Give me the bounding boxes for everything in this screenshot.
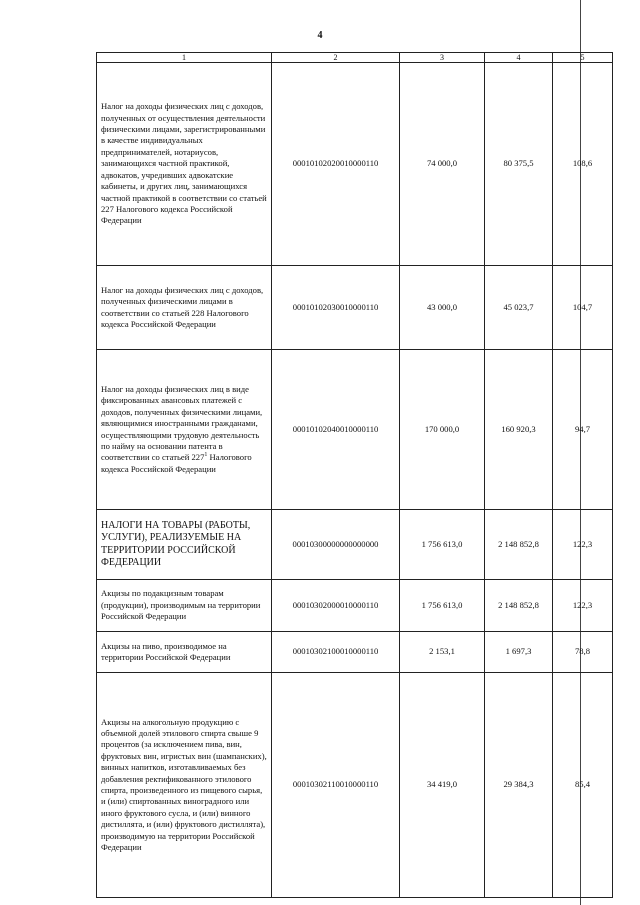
row-percent: 108,6 xyxy=(553,63,613,266)
row-name: Акцизы на алкогольную продукцию с объемной долей этилового спирта свыше 9 процентов (за исключением пива, вин, фруктовых вин, игристых вин (шампанских), винных напитков, изготавливаемых без добавления ректификованного этилового спирта, произведенного из пищевого сырья, и (или) спиртованных виноградного или иного фруктового сусла, и (или) винного дистиллята, и (или) фруктового дистиллята), производимую на территории Российской Федерации xyxy=(97,673,272,898)
row-code: 00010102040010000110 xyxy=(272,350,400,510)
column-header: 1 xyxy=(97,53,272,63)
row-name-main: Налог на доходы физических лиц в виде фиксированных авансовых платежей с доходов, полученных физическими лицами, являющимися иностранными гражданами, осуществляющими трудовую деятельность по найму на основании патента в соответствии со статьей 227 xyxy=(101,383,263,463)
row-plan: 2 153,1 xyxy=(400,632,485,673)
column-header: 5 xyxy=(553,53,613,63)
row-percent: 104,7 xyxy=(553,266,613,350)
row-percent: 85,4 xyxy=(553,673,613,898)
row-code: 00010300000000000000 xyxy=(272,510,400,580)
row-plan: 170 000,0 xyxy=(400,350,485,510)
row-actual: 29 384,3 xyxy=(485,673,553,898)
row-code: 00010302000010000110 xyxy=(272,580,400,632)
row-code: 00010102030010000110 xyxy=(272,266,400,350)
row-name xyxy=(97,350,272,510)
row-actual: 2 148 852,8 xyxy=(485,580,553,632)
page-number: 4 xyxy=(317,30,323,41)
row-percent: 94,7 xyxy=(553,350,613,510)
column-header: 2 xyxy=(272,53,400,63)
table-row xyxy=(97,350,613,510)
row-percent: 122,3 xyxy=(553,580,613,632)
column-header: 4 xyxy=(485,53,553,63)
row-plan: 1 756 613,0 xyxy=(400,580,485,632)
row-percent: 122,3 xyxy=(553,510,613,580)
table-row xyxy=(97,266,613,350)
revenue-table xyxy=(96,52,613,898)
row-plan: 43 000,0 xyxy=(400,266,485,350)
row-actual: 160 920,3 xyxy=(485,350,553,510)
row-name-tail: Налогового кодекса Российской Федерации xyxy=(101,452,252,474)
table-row xyxy=(97,510,613,580)
row-percent: 78,8 xyxy=(553,632,613,673)
row-actual: 2 148 852,8 xyxy=(485,510,553,580)
row-name: Налог на доходы физических лиц с доходов, полученных от осуществления деятельности физическими лицами, зарегистрированными в качестве индивидуальных предпринимателей, нотариусов, занимающихся частной практикой, адвокатов, учредивших адвокатские кабинеты, и других лиц, занимающихся частной практикой в соответствии со статьей 227 Налогового кодекса Российской Федерации xyxy=(97,63,272,266)
row-plan: 74 000,0 xyxy=(400,63,485,266)
row-code: 00010302100010000110 xyxy=(272,632,400,673)
row-name: Акцизы на пиво, производимое на территории Российской Федерации xyxy=(97,632,272,673)
row-actual: 1 697,3 xyxy=(485,632,553,673)
row-actual: 80 375,5 xyxy=(485,63,553,266)
row-plan: 34 419,0 xyxy=(400,673,485,898)
row-name: Акцизы по подакцизным товарам (продукции), производимым на территории Российской Федерации xyxy=(97,580,272,632)
row-name-superscript: 1 xyxy=(204,452,208,459)
table-row xyxy=(97,63,613,266)
row-name: Налог на доходы физических лиц с доходов, полученных физическими лицами в соответствии со статьей 228 Налогового кодекса Российской Федерации xyxy=(97,266,272,350)
column-number-row xyxy=(97,53,613,63)
row-actual: 45 023,7 xyxy=(485,266,553,350)
row-code: 00010102020010000110 xyxy=(272,63,400,266)
row-name: НАЛОГИ НА ТОВАРЫ (РАБОТЫ, УСЛУГИ), РЕАЛИЗУЕМЫЕ НА ТЕРРИТОРИИ РОССИЙСКОЙ ФЕДЕРАЦИИ xyxy=(97,510,272,580)
table-row xyxy=(97,580,613,632)
row-code: 00010302110010000110 xyxy=(272,673,400,898)
table-row xyxy=(97,673,613,898)
table-row xyxy=(97,632,613,673)
column-header: 3 xyxy=(400,53,485,63)
row-plan: 1 756 613,0 xyxy=(400,510,485,580)
